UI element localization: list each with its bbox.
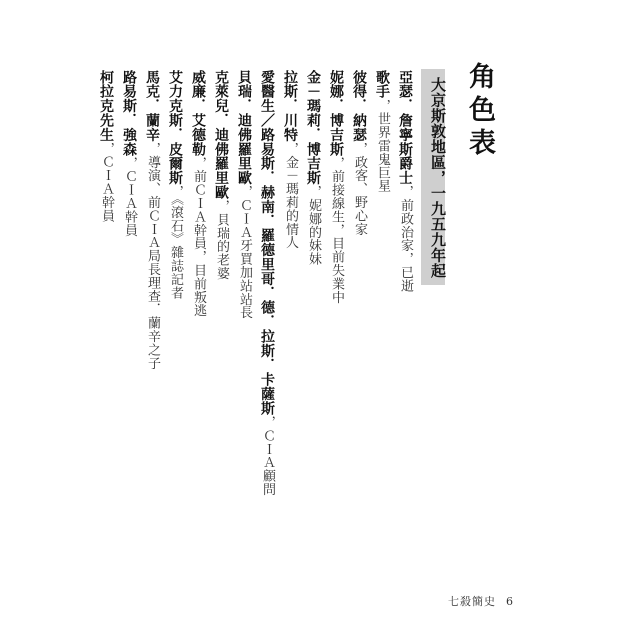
character-name: 柯拉克先生 — [98, 70, 114, 142]
page-footer — [448, 593, 514, 609]
character-entry — [191, 70, 205, 317]
character-name: 路易斯．強森 — [121, 70, 137, 157]
character-desc: ，ＣＩＡ幹員 — [99, 142, 114, 223]
character-desc: ，《滾石》雜誌記者 — [168, 185, 183, 300]
running-title: 七殺簡史 — [448, 595, 496, 608]
character-name: 艾力克斯．皮爾斯 — [167, 70, 183, 186]
character-entry — [352, 70, 366, 236]
character-desc: ，ＣＩＡ顧問 — [260, 415, 275, 497]
character-name: 克萊兒．迪佛羅里歐 — [213, 70, 229, 200]
character-name: 妮娜．博吉斯 — [328, 70, 344, 157]
character-desc: ，前接線生，目前失業中 — [329, 156, 344, 304]
character-name: 貝瑞．迪佛羅里歐 — [236, 70, 252, 186]
section-heading: 大京斯敦地區，一九五九年起 — [421, 69, 445, 285]
character-entry — [375, 70, 389, 193]
character-entry — [99, 70, 113, 222]
character-name: 馬克．蘭辛 — [144, 70, 160, 142]
character-entry — [306, 70, 320, 266]
character-desc: ，ＣＩＡ牙買加站站長 — [237, 185, 252, 320]
character-entry — [283, 70, 297, 249]
page-number: 6 — [506, 595, 514, 608]
character-name: 亞瑟．詹寧斯爵士 — [397, 70, 413, 186]
character-entry — [329, 70, 343, 304]
character-desc: ，貝瑞的老婆 — [214, 199, 229, 281]
character-desc: ，妮娜的妹妹 — [306, 185, 321, 266]
character-desc: ，導演、前ＣＩＡ局長理查．蘭辛之子 — [145, 142, 160, 370]
character-desc: ，前政治家，已逝 — [398, 185, 413, 293]
character-entry — [260, 70, 274, 496]
character-entry — [145, 70, 159, 370]
character-name: 威廉．艾德勒 — [190, 70, 206, 157]
character-entry — [122, 70, 136, 237]
character-desc: ，前ＣＩＡ幹員，目前叛逃 — [191, 156, 206, 318]
character-name: 愛醫生／路易斯．赫南．羅德里哥．德．拉斯．卡薩斯 — [259, 70, 275, 416]
character-name: 彼得．納瑟 — [351, 70, 367, 142]
character-desc: ，政客、野心家 — [352, 142, 367, 236]
character-entry — [168, 70, 182, 299]
character-desc: ，金－瑪莉的情人 — [283, 142, 298, 250]
character-entry — [237, 70, 251, 319]
character-desc: ，ＣＩＡ幹員 — [122, 156, 137, 237]
page-title: 角色表 — [464, 62, 495, 161]
character-name: 拉斯．川特 — [282, 70, 298, 142]
character-entry — [214, 70, 228, 280]
character-name: 歌手 — [374, 70, 390, 99]
character-name: 金－瑪莉．博吉斯 — [305, 70, 321, 186]
character-entry — [398, 70, 412, 292]
character-desc: ，世界雷鬼巨星 — [375, 98, 390, 193]
